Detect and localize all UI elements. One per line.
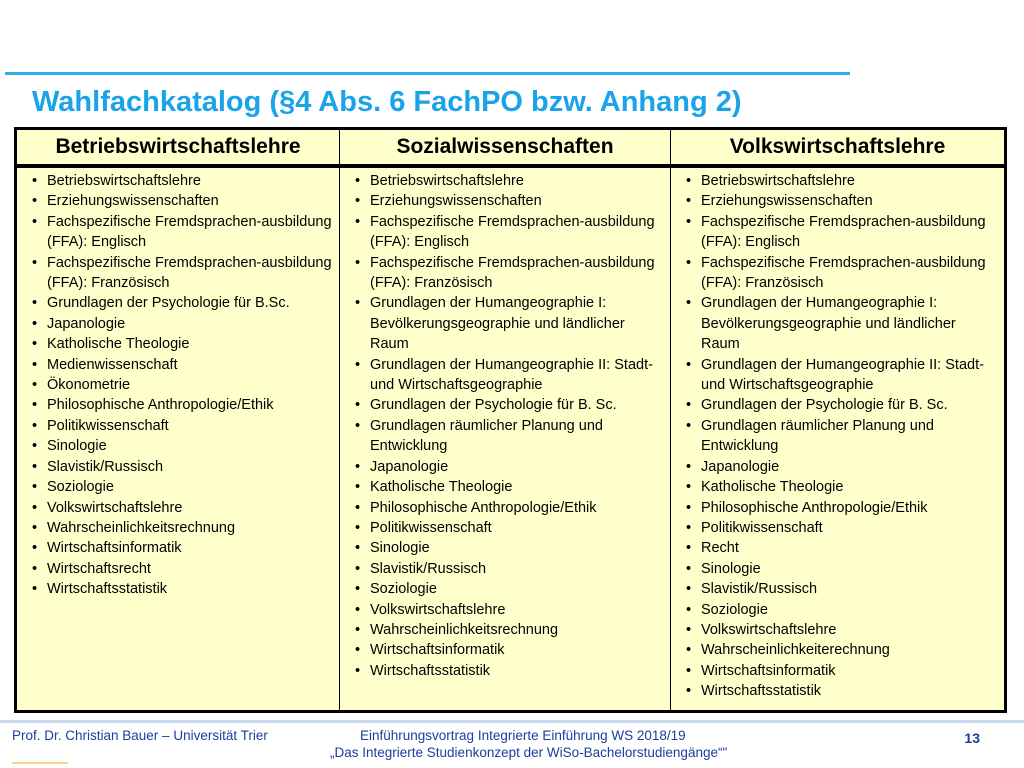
subject-list-item: • Wahrscheinlichkeitsrechnung [344, 620, 664, 640]
column-cell-volkswirtschaftslehre [671, 166, 1006, 711]
subject-list-item: • Wirtschaftsinformatik [21, 538, 333, 558]
subject-list-item: • Grundlagen der Psychologie für B. Sc. [344, 395, 664, 415]
subject-list-item: • Politikwissenschaft [675, 518, 998, 538]
subject-list-item: • Betriebswirtschaftslehre [675, 171, 998, 191]
subject-list-item: • Fachspezifische Fremdsprachen-ausbildung (FFA): Französisch [21, 253, 333, 294]
subject-list-item: • Wirtschaftsinformatik [675, 661, 998, 681]
subject-list-item: • Betriebswirtschaftslehre [344, 171, 664, 191]
elective-catalog-table [14, 127, 1007, 713]
subject-list-item: • Volkswirtschaftslehre [344, 600, 664, 620]
column-header-betriebswirtschaftslehre: Betriebswirtschaftslehre [16, 129, 340, 167]
column-header-volkswirtschaftslehre: Volkswirtschaftslehre [671, 129, 1006, 167]
subject-list-item: • Medienwissenschaft [21, 355, 333, 375]
subject-list-item: • Recht [675, 538, 998, 558]
subject-list-item: • Fachspezifische Fremdsprachen-ausbildung (FFA): Französisch [344, 253, 664, 294]
subject-list-item: • Soziologie [21, 477, 333, 497]
subject-list-item: • Politikwissenschaft [21, 416, 333, 436]
subject-list-item: • Japanologie [675, 457, 998, 477]
subject-list-item: • Soziologie [675, 600, 998, 620]
subject-list-item: • Grundlagen der Humangeographie I: Bevölkerungsgeographie und ländlicher Raum [344, 293, 664, 354]
subject-list-item: • Betriebswirtschaftslehre [21, 171, 333, 191]
subject-list-item: • Slavistik/Russisch [21, 457, 333, 477]
subject-list-item: • Sinologie [21, 436, 333, 456]
footer-accent-line [12, 762, 68, 764]
subject-list-item: • Wahrscheinlichkeitsrechnung [21, 518, 333, 538]
subject-list-item: • Wirtschaftsstatistik [21, 579, 333, 599]
page-number: 13 [964, 730, 980, 746]
subject-list-item: • Grundlagen der Humangeographie II: Stadt- und Wirtschaftsgeographie [675, 355, 998, 396]
subject-list-item: • Soziologie [344, 579, 664, 599]
subject-list-item: • Wirtschaftsrecht [21, 559, 333, 579]
footer-rule [0, 720, 1024, 723]
subject-list-item: • Philosophische Anthropologie/Ethik [675, 498, 998, 518]
column-cell-betriebswirtschaftslehre [16, 166, 340, 711]
subject-list-item: • Erziehungswissenschaften [344, 191, 664, 211]
subject-list-item: • Katholische Theologie [344, 477, 664, 497]
subject-list-sowi [344, 171, 664, 681]
subject-list-item: • Grundlagen der Humangeographie I: Bevölkerungsgeographie und ländlicher Raum [675, 293, 998, 354]
subject-list-bwl [21, 171, 333, 600]
slide-title: Wahlfachkatalog (§4 Abs. 6 FachPO bzw. Anhang 2) [32, 86, 742, 118]
footer-author: Prof. Dr. Christian Bauer – Universität Trier [12, 728, 268, 743]
subject-list-item: • Grundlagen räumlicher Planung und Entwicklung [344, 416, 664, 457]
subject-list-item: • Wirtschaftsstatistik [675, 681, 998, 701]
subject-list-vwl [675, 171, 998, 702]
subject-list-item: • Sinologie [344, 538, 664, 558]
subject-list-item: • Wirtschaftsstatistik [344, 661, 664, 681]
subject-list-item: • Philosophische Anthropologie/Ethik [344, 498, 664, 518]
subject-list-item: • Volkswirtschaftslehre [21, 498, 333, 518]
subject-list-item: • Sinologie [675, 559, 998, 579]
subject-list-item: • Grundlagen der Psychologie für B. Sc. [675, 395, 998, 415]
subject-list-item: • Politikwissenschaft [344, 518, 664, 538]
subject-list-item: • Grundlagen der Humangeographie II: Stadt- und Wirtschaftsgeographie [344, 355, 664, 396]
subject-list-item: • Wirtschaftsinformatik [344, 640, 664, 660]
subject-list-item: • Fachspezifische Fremdsprachen-ausbildung (FFA): Französisch [675, 253, 998, 294]
footer-course-subtitle: „Das Integrierte Studienkonzept der WiSo-Bachelorstudiengänge“" [330, 745, 728, 760]
footer-course-title: Einführungsvortrag Integrierte Einführung WS 2018/19 [360, 728, 686, 743]
subject-list-item: • Grundlagen räumlicher Planung und Entwicklung [675, 416, 998, 457]
subject-list-item: • Japanologie [21, 314, 333, 334]
subject-list-item: • Wahrscheinlichkeiterechnung [675, 640, 998, 660]
column-cell-sozialwissenschaften [340, 166, 671, 711]
subject-list-item: • Fachspezifische Fremdsprachen-ausbildung (FFA): Englisch [21, 212, 333, 253]
table-header-row [16, 129, 1006, 167]
subject-list-item: • Philosophische Anthropologie/Ethik [21, 395, 333, 415]
table-body-row [16, 166, 1006, 711]
subject-list-item: • Fachspezifische Fremdsprachen-ausbildung (FFA): Englisch [344, 212, 664, 253]
title-rule [5, 72, 850, 75]
subject-list-item: • Japanologie [344, 457, 664, 477]
column-header-sozialwissenschaften: Sozialwissenschaften [340, 129, 671, 167]
subject-list-item: • Erziehungswissenschaften [21, 191, 333, 211]
subject-list-item: • Slavistik/Russisch [344, 559, 664, 579]
subject-list-item: • Katholische Theologie [675, 477, 998, 497]
subject-list-item: • Volkswirtschaftslehre [675, 620, 998, 640]
subject-list-item: • Katholische Theologie [21, 334, 333, 354]
subject-list-item: • Ökonometrie [21, 375, 333, 395]
subject-list-item: • Fachspezifische Fremdsprachen-ausbildung (FFA): Englisch [675, 212, 998, 253]
subject-list-item: • Grundlagen der Psychologie für B.Sc. [21, 293, 333, 313]
subject-list-item: • Erziehungswissenschaften [675, 191, 998, 211]
subject-list-item: • Slavistik/Russisch [675, 579, 998, 599]
